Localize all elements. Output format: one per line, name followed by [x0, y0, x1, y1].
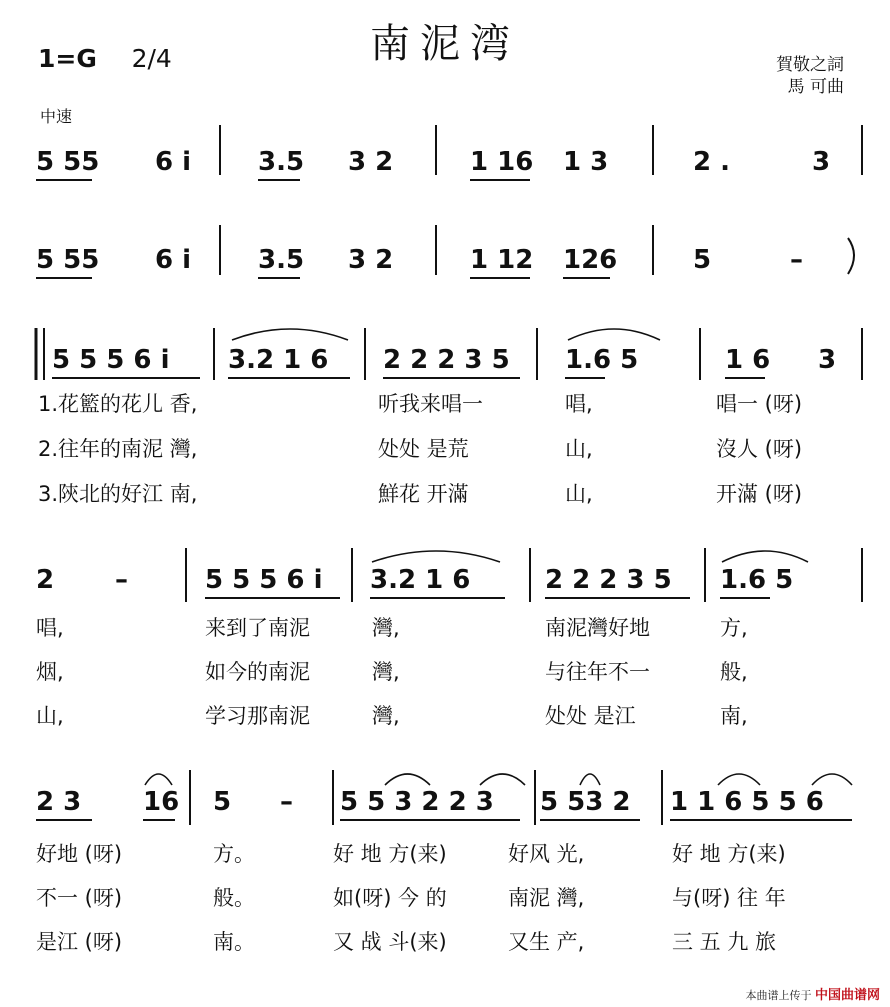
lyric-line-3: 又 战 斗(来): [333, 930, 447, 954]
slur: [372, 551, 500, 562]
lyric-line-3: 处处 是江: [545, 704, 636, 728]
note-group: 5 5 5 6 i: [205, 565, 323, 595]
song-title: 南泥湾: [370, 21, 520, 67]
slur: [385, 774, 430, 785]
lyric-line-1: 方。: [213, 842, 255, 866]
lyric-line-2: 与往年不一: [545, 660, 650, 684]
note-group: 5 53 2: [540, 787, 631, 817]
lyric-line-3: 开滿 (呀): [716, 482, 803, 506]
note-group: 3.5: [258, 245, 305, 275]
note-group: 5 5 3 2 2 3: [340, 787, 494, 817]
time-signature: 2/4: [131, 44, 172, 73]
slur: [232, 329, 348, 340]
lyric-line-1: 好地 (呀): [36, 842, 123, 866]
lyric-line-3: 灣,: [372, 704, 400, 728]
lyric-line-3: 又生 产,: [508, 930, 585, 954]
note-group: 1 12: [470, 245, 534, 275]
note-group: 3: [812, 147, 831, 177]
lyric-line-2: 灣,: [372, 660, 400, 684]
note-group: –: [115, 565, 128, 595]
lyric-line-2: 处处 是荒: [378, 437, 469, 461]
note-group: 2 3: [36, 787, 82, 817]
note-group: 5 5 5 6 i: [52, 345, 170, 375]
note-group: 3 2: [348, 245, 394, 275]
lyric-line-3: 鮮花 开滿: [378, 482, 469, 506]
lyric-line-2: 山,: [565, 437, 593, 461]
lyric-line-1: 南泥灣好地: [545, 616, 650, 640]
lyric-line-1: 好 地 方(来): [672, 842, 786, 866]
slur: [568, 329, 660, 340]
upload-text: 本曲谱上传于: [745, 989, 812, 1002]
note-group: 2 2 2 3 5: [383, 345, 510, 375]
note-group: 2 .: [693, 147, 731, 177]
lyric-line-2: 如今的南泥: [205, 660, 310, 684]
note-group: 6 i: [155, 245, 192, 275]
lyric-line-2: 般。: [213, 886, 255, 910]
note-group: 5: [693, 245, 712, 275]
lyric-line-3: 南,: [720, 704, 748, 728]
lyricist-credit: 賀敬之詞: [776, 55, 844, 75]
lyric-line-2: 南泥 灣,: [508, 886, 585, 910]
slur: [718, 774, 760, 785]
lyric-line-1: 1.花籃的花儿 香,: [38, 392, 198, 416]
lyric-line-1: 唱一 (呀): [716, 392, 803, 416]
note-group: 1 3: [563, 147, 609, 177]
footer-credit: [745, 984, 880, 1003]
lyric-line-2: 2.往年的南泥 灣,: [38, 437, 198, 461]
note-group: 3.5: [258, 147, 305, 177]
lyric-line-3: 山,: [36, 704, 64, 728]
lyric-line-2: 烟,: [36, 660, 64, 684]
slur: [580, 774, 600, 785]
note-group: 126: [563, 245, 618, 275]
note-group: 1.6 5: [720, 565, 794, 595]
lyric-line-1: 好 地 方(来): [333, 842, 447, 866]
lyric-line-3: 山,: [565, 482, 593, 506]
note-group: 1 16: [470, 147, 534, 177]
lyric-line-1: 方,: [720, 616, 748, 640]
site-logo: 中国曲谱网: [814, 988, 880, 1003]
note-group: –: [280, 787, 293, 817]
note-group: 3.2 1 6: [228, 345, 329, 375]
lyric-line-1: 听我来唱一: [378, 392, 483, 416]
note-group: 6 i: [155, 147, 192, 177]
lyric-line-3: 3.陝北的好江 南,: [38, 482, 198, 506]
note-group: –: [790, 245, 803, 275]
note-group: 1 6: [725, 345, 771, 375]
lyric-line-1: 来到了南泥: [205, 616, 310, 640]
repeat-end-bracket: [848, 238, 854, 274]
lyric-line-3: 三 五 九 旅: [672, 930, 777, 954]
slur: [812, 774, 852, 785]
lyric-line-1: 好风 光,: [508, 842, 585, 866]
composer-credit: 馬 可曲: [787, 77, 844, 97]
lyric-line-2: 与(呀) 往 年: [672, 886, 786, 910]
note-group: 3.2 1 6: [370, 565, 471, 595]
slur: [722, 551, 808, 562]
note-group: 5: [213, 787, 232, 817]
lyric-line-1: 唱,: [565, 392, 593, 416]
slur: [145, 774, 172, 785]
note-group: 5 55: [36, 147, 100, 177]
lyric-line-3: 学习那南泥: [205, 704, 310, 728]
note-group: 16: [143, 787, 180, 817]
lyric-line-3: 是江 (呀): [36, 930, 123, 954]
lyric-line-2: 不一 (呀): [36, 886, 123, 910]
lyric-line-2: 沒人 (呀): [716, 437, 803, 461]
note-group: 1.6 5: [565, 345, 639, 375]
lyric-line-2: 般,: [720, 660, 748, 684]
key-label: 1=G: [38, 44, 97, 73]
slur: [480, 774, 525, 785]
lyric-line-1: 唱,: [36, 616, 64, 640]
note-group: 5 55: [36, 245, 100, 275]
note-group: 3 2: [348, 147, 394, 177]
note-group: 1 1 6 5 5 6: [670, 787, 824, 817]
lyric-line-2: 如(呀) 今 的: [333, 886, 447, 910]
note-group: 3: [818, 345, 837, 375]
lyric-line-1: 灣,: [372, 616, 400, 640]
note-group: 2 2 2 3 5: [545, 565, 672, 595]
note-group: 2: [36, 565, 55, 595]
tempo-marking: 中速: [40, 107, 73, 126]
lyric-line-3: 南。: [213, 930, 255, 954]
